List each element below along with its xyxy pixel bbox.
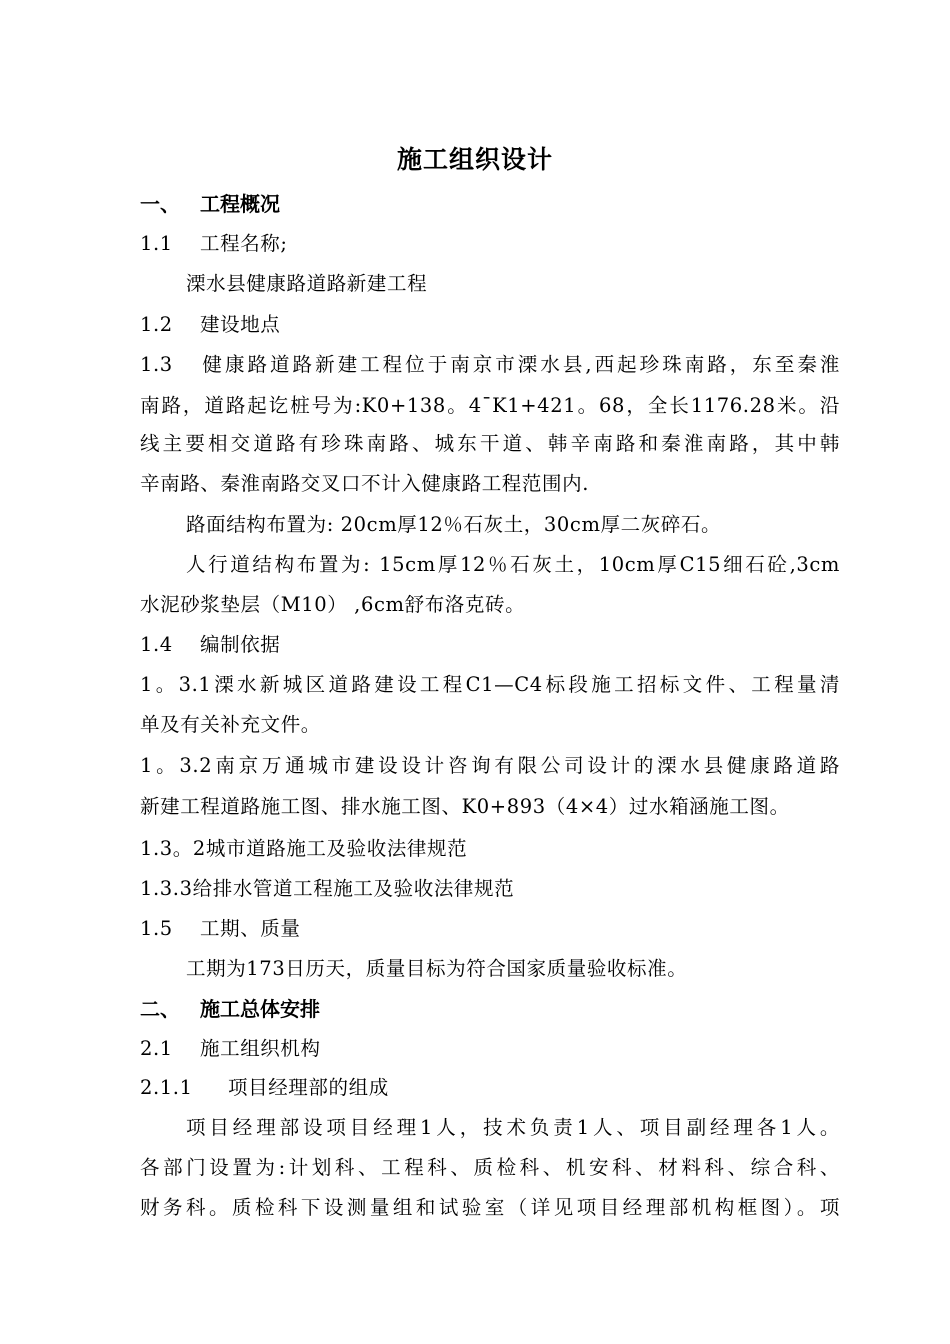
- subsection-1-4: [140, 632, 840, 658]
- subsection-text: 工程名称;: [200, 232, 288, 255]
- subsection-1-3-line: [140, 352, 840, 378]
- subsection-1-2: [140, 312, 840, 338]
- subsection-text: 工期、质量: [200, 917, 301, 940]
- subsection-text: 健康路道路新建工程位于南京市溧水县,西起珍珠南路，东至秦淮: [200, 353, 840, 376]
- subsection-number: 1.2: [140, 313, 173, 336]
- subsection-1-1: [140, 231, 840, 257]
- paragraph-line: 南路，道路起讫桩号为:K0+138。4¯K1+421。68，全长1176.28米。沿: [140, 394, 840, 417]
- org-paragraph-line: 财务科。质检科下设测量组和试验室（详见项目经理部机构框图）。项: [140, 1196, 840, 1219]
- basis-item: 1.3.3给排水管道工程施工及验收法律规范: [140, 877, 515, 900]
- sidewalk-structure-line: 人行道结构布置为: 15cm厚12％石灰土，10cm厚C15细石砼,3cm: [186, 553, 840, 576]
- page-title: 施工组织设计: [396, 145, 553, 174]
- heading-number: 二、: [140, 997, 180, 1021]
- subsection-text: 建设地点: [200, 313, 281, 336]
- subsection-text: 编制依据: [200, 633, 281, 656]
- subsection-2-1: [140, 1036, 840, 1062]
- project-name: 溧水县健康路道路新建工程: [186, 272, 428, 295]
- basis-item-line: 新建工程道路施工图、排水施工图、K0+893（4×4）过水箱涵施工图。: [140, 795, 790, 818]
- road-structure: 路面结构布置为: 20cm厚12％石灰土，30cm厚二灰碎石。: [186, 513, 722, 536]
- heading-section-1: [140, 191, 280, 217]
- org-paragraph-line: 项目经理部设项目经理1人，技术负责1人、项目副经理各1人。: [186, 1116, 840, 1139]
- subsection-number: 2.1: [140, 1037, 173, 1060]
- schedule-quality: 工期为173日历天，质量目标为符合国家质量验收标准。: [186, 957, 688, 980]
- basis-item-line: 1。3.2南京万通城市建设设计咨询有限公司设计的溧水县健康路道路: [140, 754, 840, 777]
- subsection-number: 1.3: [140, 353, 173, 376]
- basis-item-line: 1。3.1溧水新城区道路建设工程C1—C4标段施工招标文件、工程量清: [140, 673, 840, 696]
- subsection-number: 1.5: [140, 917, 173, 940]
- subsection-text: 施工组织机构: [200, 1037, 321, 1060]
- paragraph-line: 辛南路、秦淮南路交叉口不计入健康路工程范围内.: [140, 472, 589, 495]
- basis-item-line: 单及有关补充文件。: [140, 713, 321, 736]
- heading-text: 施工总体安排: [200, 997, 320, 1021]
- heading-text: 工程概况: [200, 192, 280, 216]
- sidewalk-structure-line: 水泥砂浆垫层（M10） ,6cm舒布洛克砖。: [140, 593, 526, 616]
- org-paragraph-line: 各部门设置为:计划科、工程科、质检科、机安科、材料科、综合科、: [140, 1156, 840, 1179]
- subsection-1-5: [140, 916, 840, 942]
- subsection-number: 1.4: [140, 633, 173, 656]
- heading-number: 一、: [140, 192, 180, 216]
- subsection-2-1-1: [140, 1075, 840, 1101]
- subsection-number: 2.1.1: [140, 1076, 193, 1099]
- heading-section-2: [140, 996, 320, 1022]
- paragraph-line: 线主要相交道路有珍珠南路、城东干道、韩辛南路和秦淮南路，其中韩: [140, 432, 840, 455]
- subsection-text: 项目经理部的组成: [228, 1076, 389, 1099]
- subsection-number: 1.1: [140, 232, 173, 255]
- basis-item: 1.3。2城市道路施工及验收法律规范: [140, 837, 468, 860]
